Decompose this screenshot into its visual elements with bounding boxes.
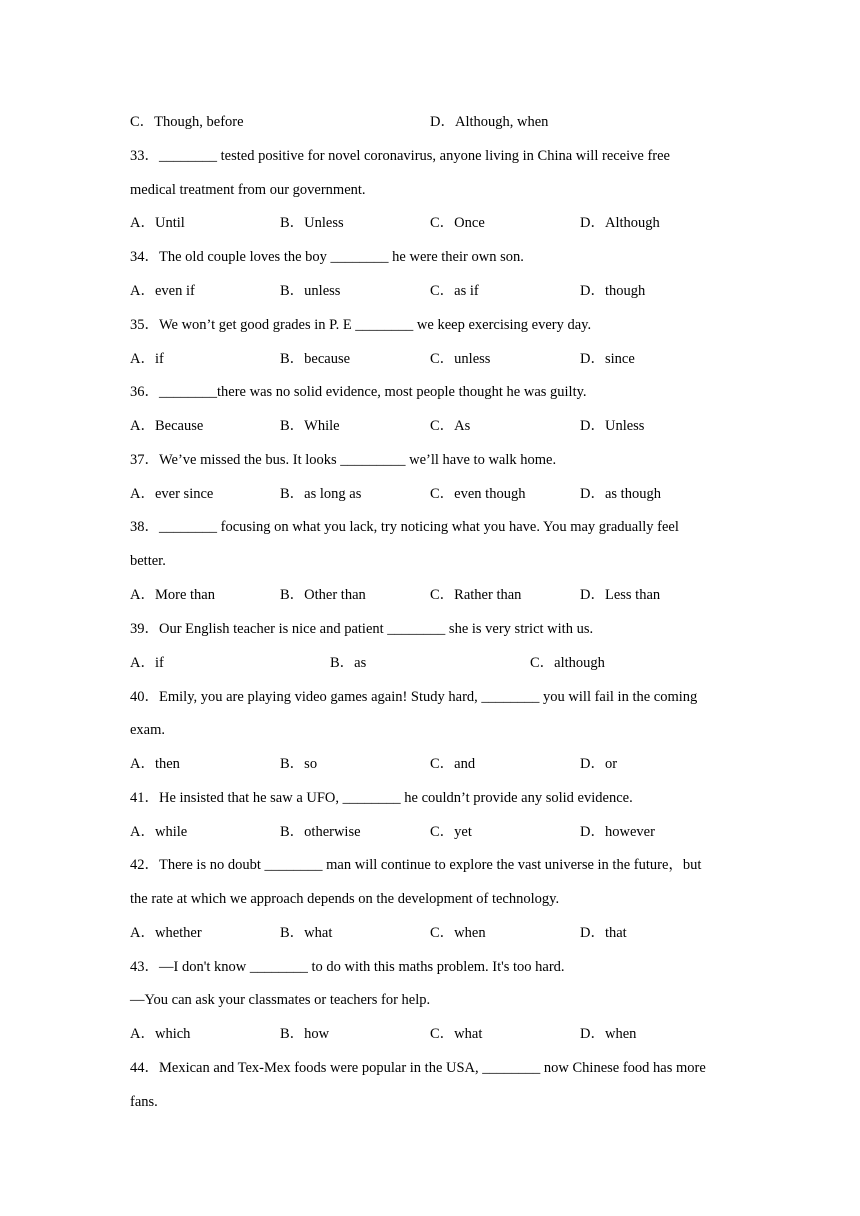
question-text: 38．________ focusing on what you lack, try noticing what you have. You may gradually feel	[130, 519, 679, 535]
answer-option: C．Rather than	[430, 587, 522, 603]
answer-option: B．because	[280, 351, 351, 367]
answer-option: A．whether	[130, 925, 202, 941]
answer-option: A．if	[130, 351, 164, 367]
answer-option: B．as long as	[280, 486, 362, 502]
answer-option: D．as though	[580, 486, 661, 502]
answer-option: D．though	[580, 283, 646, 299]
answer-option: D．however	[580, 824, 655, 840]
answer-option: D．when	[580, 1026, 637, 1042]
answer-option: D．that	[580, 925, 627, 941]
question-text: 41．He insisted that he saw a UFO, ________ he couldn’t provide any solid evidence.	[130, 790, 633, 806]
answer-option: C．when	[430, 925, 486, 941]
answer-option: B．what	[280, 925, 333, 941]
answer-option: C．although	[530, 655, 605, 671]
answer-option: A．More than	[130, 587, 215, 603]
answer-option: C．As	[430, 418, 471, 434]
answer-option: C．unless	[430, 351, 491, 367]
answer-option: D．or	[580, 756, 618, 772]
answer-option: D．Unless	[580, 418, 645, 434]
question-continuation: —You can ask your classmates or teachers for help.	[130, 992, 431, 1008]
question-text: 36．________there was no solid evidence, most people thought he was guilty.	[130, 384, 587, 400]
answer-option: A．ever since	[130, 486, 214, 502]
answer-option: C．Once	[430, 215, 485, 231]
answer-option: C．Though, before	[130, 114, 244, 130]
question-continuation: the rate at which we approach depends on the development of technology.	[130, 891, 560, 907]
question-text: 43．—I don't know ________ to do with this maths problem. It's too hard.	[130, 959, 565, 975]
answer-option: A．Because	[130, 418, 204, 434]
question-text: 33．________ tested positive for novel coronavirus, anyone living in China will receive free	[130, 148, 670, 164]
question-continuation: exam.	[130, 722, 166, 738]
answer-option: D．Although, when	[430, 114, 549, 130]
question-text: 34．The old couple loves the boy ________ he were their own son.	[130, 249, 524, 265]
answer-option: B．so	[280, 756, 318, 772]
answer-option: A．Until	[130, 215, 185, 231]
answer-option: B．as	[330, 655, 367, 671]
answer-option: A．then	[130, 756, 180, 772]
question-continuation: better.	[130, 553, 166, 569]
answer-option: A．while	[130, 824, 188, 840]
answer-option: B．Other than	[280, 587, 366, 603]
answer-option: C．even though	[430, 486, 526, 502]
answer-option: C．what	[430, 1026, 483, 1042]
answer-option: A．even if	[130, 283, 195, 299]
question-text: 35．We won’t get good grades in P. E ________ we keep exercising every day.	[130, 317, 592, 333]
answer-option: D．Although	[580, 215, 660, 231]
answer-option: C．yet	[430, 824, 472, 840]
answer-option: B．otherwise	[280, 824, 361, 840]
answer-option: B．unless	[280, 283, 341, 299]
question-text: 37．We’ve missed the bus. It looks _________ we’ll have to walk home.	[130, 452, 557, 468]
question-text: 40．Emily, you are playing video games again! Study hard, ________ you will fail in the coming	[130, 689, 698, 705]
question-text: 42．There is no doubt ________ man will continue to explore the vast universe in the future，but	[130, 857, 702, 873]
answer-option: C．as if	[430, 283, 479, 299]
question-text: 44．Mexican and Tex-Mex foods were popular in the USA, ________ now Chinese food has more	[130, 1060, 706, 1076]
question-text: 39．Our English teacher is nice and patient ________ she is very strict with us.	[130, 621, 594, 637]
answer-option: B．how	[280, 1026, 330, 1042]
question-continuation: fans.	[130, 1094, 158, 1110]
answer-option: C．and	[430, 756, 476, 772]
answer-option: D．since	[580, 351, 635, 367]
answer-option: D．Less than	[580, 587, 661, 603]
answer-option: B．While	[280, 418, 340, 434]
answer-option: B．Unless	[280, 215, 344, 231]
question-continuation: medical treatment from our government.	[130, 182, 366, 198]
answer-option: A．which	[130, 1026, 191, 1042]
answer-option: A．if	[130, 655, 164, 671]
